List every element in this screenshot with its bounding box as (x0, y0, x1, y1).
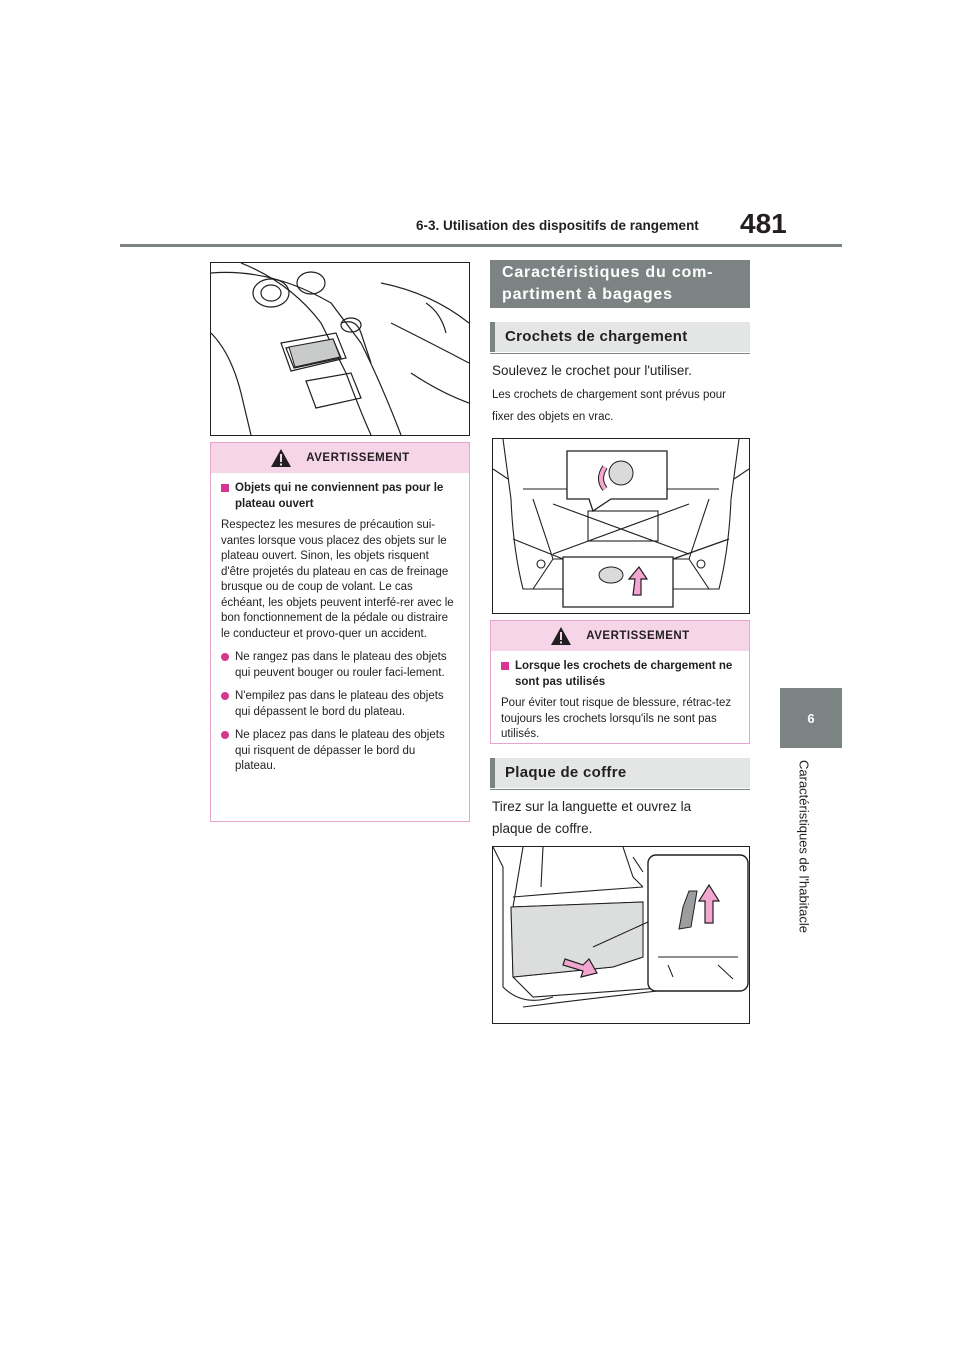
console-tray-illustration (211, 263, 469, 435)
tray-warning-box (210, 442, 470, 822)
hooks-instruction: Soulevez le crochet pour l'utiliser. (492, 363, 692, 378)
chapter-tab[interactable]: 6 (780, 688, 842, 748)
warning-label: AVERTISSEMENT (586, 630, 690, 642)
console-tray-figure (210, 262, 470, 436)
hooks-note: Les crochets de chargement sont prévus pour fixer des objets en vrac. (492, 389, 726, 423)
cargo-hooks-illustration (493, 439, 749, 613)
dot-bullet-icon (221, 692, 229, 700)
warning-subtitle: Lorsque les crochets de chargement ne sont pas utilisés (515, 660, 733, 688)
warning-paragraph: Pour éviter tout risque de blessure, rétrac-tez toujours les crochets lorsqu'ils ne sont pas utilisés. (501, 697, 732, 740)
header-rule (120, 244, 842, 247)
warning-body (211, 473, 469, 793)
warning-item-text: Ne rangez pas dans le plateau des objets qui peuvent bouger ou rouler faci-lement. (235, 651, 447, 679)
dot-bullet-icon (221, 731, 229, 739)
header-section-title: 6-3. Utilisation des dispositifs de rangement (416, 218, 699, 233)
deck-board-illustration (493, 847, 749, 1023)
warning-paragraph: Respectez les mesures de précaution sui-vantes lorsque vous placez des objets sur le plateau ouvert. Sinon, les objets risquent d'être projetés du plateau en cas de freinage brusque ou de coup de volant. Le cas échéant, les objets peuvent interfé-rer avec le bon fonctionnement de la pédale ou distraire le conducteur et provo-quer un accident. (221, 519, 454, 640)
cargo-hooks-figure (492, 438, 750, 614)
hooks-heading: Crochets de chargement (490, 322, 750, 352)
warning-label: AVERTISSEMENT (306, 452, 410, 464)
warning-item-text: N'empilez pas dans le plateau des objets qui dépassent le bord du plateau. (235, 690, 444, 718)
warning-subtitle: Objets qui ne conviennent pas pour le plateau ouvert (235, 482, 444, 510)
section-title: Caractéristiques du com-partiment à bagages (490, 260, 750, 308)
warning-item (221, 689, 459, 720)
warning-item-text: Ne placez pas dans le plateau des objets qui risquent de dépasser le bord du plateau. (235, 729, 445, 772)
square-bullet-icon (501, 662, 509, 670)
warning-subtitle-row (501, 659, 739, 690)
chapter-title: Caractéristiques de l'habitacle (796, 760, 812, 934)
warning-item (221, 728, 459, 775)
square-bullet-icon (221, 484, 229, 492)
deck-board-heading: Plaque de coffre (490, 758, 750, 788)
hooks-warning-box (490, 620, 750, 744)
chapter-side-title (792, 760, 816, 940)
deck-board-instruction: Tirez sur la languette et ouvrez la plaque de coffre. (492, 799, 692, 836)
warning-triangle-icon (270, 448, 292, 468)
warning-body (491, 651, 749, 761)
warning-subtitle-row (221, 481, 459, 512)
warning-header (211, 443, 469, 473)
warning-header (491, 621, 749, 651)
page-number: 481 (740, 208, 787, 239)
dot-bullet-icon (221, 653, 229, 661)
warning-triangle-icon (550, 626, 572, 646)
warning-item (221, 650, 459, 681)
deck-board-figure (492, 846, 750, 1024)
